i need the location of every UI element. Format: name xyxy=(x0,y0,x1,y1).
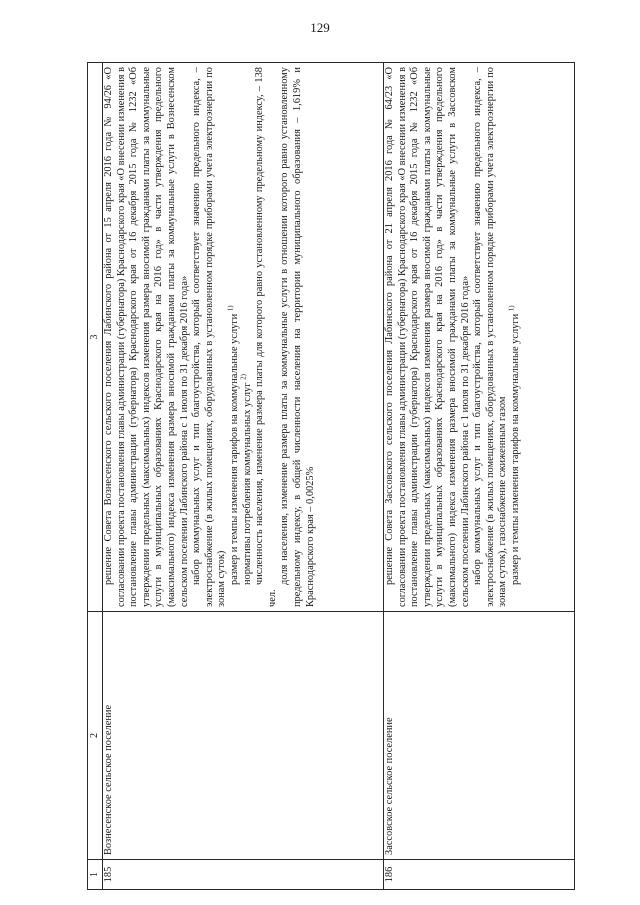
row-number: 186 xyxy=(384,860,575,890)
page-number: 129 xyxy=(310,20,330,35)
decision-paragraph: решение Совета Вознесенского сельского поселения Лабинского района от 15 апреля 2016 года № 94/26 «О согласовании проекта постановления главы администрации (губернатора) Краснодарского края «О внесении изменения в постановление главы администрации (губернатора) Краснодарского края от 16 декабря 2015 года № 1232 «Об утверждении предельных (максимальных) индексов изменения размера вносимой гражданами платы за коммунальные услуги в муниципальных образованиях Краснодарского края на 2016 год» в части утверждения предельного (максимального) индекса изменения размера вносимой гражданами платы за коммунальные услуги в Вознесенском сельском поселении Лабинского района с 1 июля по 31 декабря 2016 года» xyxy=(103,67,190,607)
decision-paragraph: решение Совета Зассовского сельского поселения Лабинского района от 21 апреля 2016 года № 64/23 «О согласовании проекта постановления главы администрации (губернатора) Краснодарского края «О внесении изменения в постановление главы администрации (губернатора) Краснодарского края от 16 декабря 2015 года № 1232 «Об утверждении предельных (максимальных) индексов изменения размера вносимой гражданами платы за коммунальные услуги в муниципальных образованиях Краснодарского края на 2016 год» в части утверждения предельного (максимального) индекса изменения размера вносимой гражданами платы за коммунальные услуги в Зассовском сельском поселении Лабинского района с 1 июля по 31 декабря 2016 года» xyxy=(384,67,471,607)
tariff-paragraph: размер и темпы изменения тарифов на коммунальные услуги $^{1)}$ xyxy=(226,305,240,585)
service-set-paragraph: набор коммунальных услуг и тип благоустройства, который соответствует значению предельного индекса, – электроснабжение (в жилых помещениях, оборудованных в установленном порядке приборами учета электроэнергии по зонам суток) xyxy=(191,67,228,607)
header-cell-settlement: 2 xyxy=(88,612,103,860)
header-cell-number: 1 xyxy=(88,860,103,890)
rotated-table-area xyxy=(87,62,575,890)
table-header-row xyxy=(88,63,103,890)
settlement-name: Зассовское сельское поселение xyxy=(384,612,575,860)
table-row xyxy=(103,63,384,890)
footnote-marker: 1) xyxy=(226,305,235,312)
tariff-paragraph: размер и темпы изменения тарифов на коммунальные услуги $^{1)}$ xyxy=(507,305,521,585)
settlement-name: Вознесенское сельское поселение xyxy=(103,612,384,860)
description-cell xyxy=(384,63,575,612)
footnote-marker: 2) xyxy=(239,374,248,380)
document-table xyxy=(87,62,575,890)
norms-paragraph: нормативы потребления коммунальных услуг $^{2)}$ xyxy=(239,374,253,585)
population-paragraph: численность населения, изменение размера платы для которого равно установленному предельному индексу, – 138 чел. xyxy=(254,67,278,607)
table-row xyxy=(384,63,575,890)
rotated-table-inner xyxy=(87,62,575,890)
population-share-paragraph: доля населения, изменение размера платы за коммунальные услуги в отношении которого равно установленному предельному индексу, в общей численности населения на территории муниципального образования – 1,619% и Краснодарского края – 0,0025% xyxy=(279,67,316,607)
footnote-marker: 1) xyxy=(507,305,516,312)
header-cell-description: 3 xyxy=(88,63,103,612)
description-cell xyxy=(103,63,384,612)
row-number: 185 xyxy=(103,860,384,890)
service-set-paragraph: набор коммунальных услуг и тип благоустройства, который соответствует значению предельного индекса, – электроснабжение (в жилых помещениях, оборудованных в установленном порядке приборами учета электроэнергии по зонам суток), газоснабжение сжиженным газом xyxy=(472,67,509,607)
